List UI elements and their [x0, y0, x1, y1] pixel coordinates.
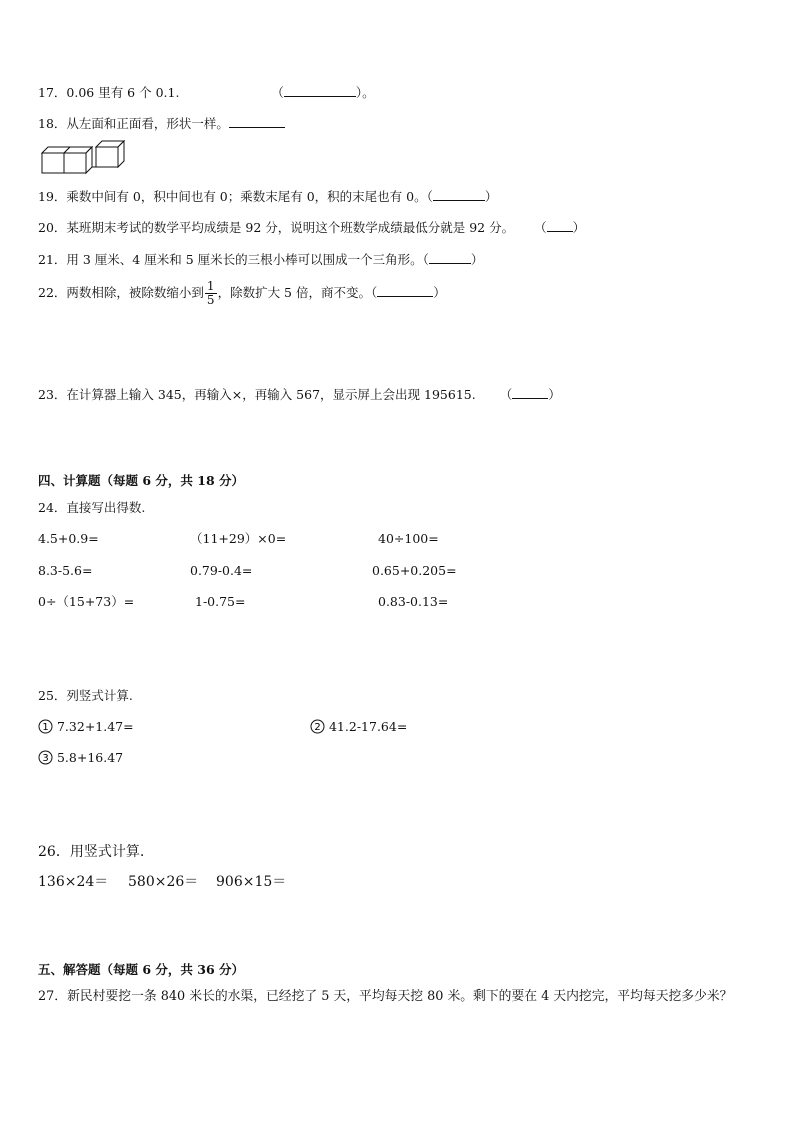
calc-item: 580×26＝: [128, 874, 199, 890]
svg-text:1: 1: [42, 722, 49, 733]
fraction: $\frac{1}{5}$: [206, 279, 215, 307]
circled-number-3-icon: [38, 750, 53, 765]
answer-blank[interactable]: [284, 84, 356, 97]
question-27: 27．新民村要挖一条 840 米长的水渠，已经挖了 5 天，平均每天挖 80 米。剩下的要在 4 天内挖完，平均每天挖多少米？: [38, 989, 733, 1004]
answer-blank[interactable]: [229, 115, 285, 128]
vertical-calc-item: 3 5.8+16.47: [38, 750, 123, 766]
section-heading: 四、计算题（每题 6 分，共 18 分）: [38, 473, 245, 488]
question-24-title: 24．直接写出得数.: [38, 500, 146, 515]
calc-item: 40÷100=: [378, 531, 439, 546]
calc-item: 136×24＝: [38, 874, 109, 890]
calc-item: 0.83-0.13=: [378, 594, 449, 609]
question-19: 19．乘数中间有 0，积中间也有 0；乘数末尾有 0，积的末尾也有 0。（ ）: [38, 189, 498, 204]
question-17: 17．0.06 里有 6 个 0.1. （ ）。: [38, 85, 375, 100]
question-20: 20．某班期末考试的数学平均成绩是 92 分，说明这个班数学成绩最低分就是 92 分。 （ ）: [38, 220, 586, 235]
answer-blank[interactable]: [547, 219, 573, 232]
question-text: 21．用 3 厘米、4 厘米和 5 厘米长的三根小棒可以围成一个三角形。（: [38, 252, 429, 267]
answer-blank[interactable]: [377, 284, 433, 297]
calc-item: 8.3-5.6=: [38, 563, 93, 578]
question-23: 23．在计算器上输入 345，再输入×，再输入 567，显示屏上会出现 195615. （ ）: [38, 387, 561, 402]
calc-item: 906×15＝: [216, 874, 287, 890]
question-text: 20．某班期末考试的数学平均成绩是 92 分，说明这个班数学成绩最低分就是 92 分。: [38, 220, 515, 235]
section-heading: 五、解答题（每题 6 分，共 36 分）: [38, 962, 245, 977]
answer-blank[interactable]: [512, 386, 548, 399]
cube-figure: [40, 139, 126, 177]
calc-item: （11+29）×0=: [190, 531, 287, 546]
vertical-calc-item: 1 7.32+1.47=: [38, 719, 134, 735]
question-22: 22．两数相除，被除数缩小到 $\frac{1}{5}$ ，除数扩大 5 倍，商不变。（ ）: [38, 279, 446, 307]
calc-item: 1-0.75=: [195, 594, 246, 609]
circled-number-2-icon: [310, 719, 325, 734]
question-26-title: 26．用竖式计算.: [38, 844, 145, 860]
question-18: [38, 115, 285, 132]
question-text: 23．在计算器上输入 345，再输入×，再输入 567，显示屏上会出现 195615.: [38, 387, 476, 402]
answer-blank[interactable]: [433, 188, 485, 201]
calc-item: 0.79-0.4=: [190, 563, 253, 578]
calc-item: 0.65+0.205=: [372, 563, 457, 578]
calc-item: 0÷（15+73）=: [38, 594, 135, 609]
question-25-title: 25．列竖式计算.: [38, 688, 133, 703]
answer-blank[interactable]: [429, 251, 471, 264]
calc-item: 4.5+0.9=: [38, 531, 99, 546]
svg-text:3: 3: [42, 753, 49, 764]
question-text: 19．乘数中间有 0，积中间也有 0；乘数末尾有 0，积的末尾也有 0。（: [38, 189, 433, 204]
question-text: 17．0.06 里有 6 个 0.1.: [38, 85, 180, 100]
vertical-calc-item: 2 41.2-17.64=: [310, 719, 407, 735]
question-text: 18．从左面和正面看，形状一样。: [38, 116, 229, 131]
svg-text:2: 2: [314, 722, 321, 733]
circled-number-1-icon: [38, 719, 53, 734]
question-21: 21．用 3 厘米、4 厘米和 5 厘米长的三根小棒可以围成一个三角形。（ ）: [38, 252, 484, 267]
